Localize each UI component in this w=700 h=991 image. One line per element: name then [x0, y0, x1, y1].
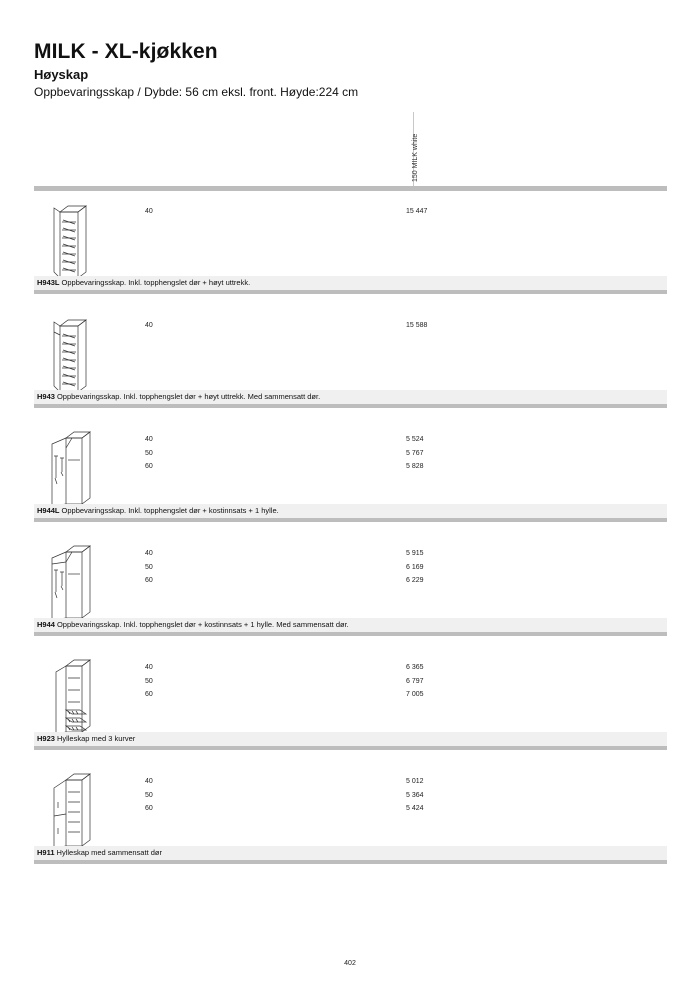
product-description: Hylleskap med sammensatt dør [56, 848, 162, 857]
header-separator-bar [34, 186, 667, 191]
product-section [34, 420, 667, 534]
product-section [34, 534, 667, 648]
price-row [34, 208, 667, 222]
price-row [34, 577, 667, 591]
width-value: 50 [145, 677, 153, 685]
section-separator [34, 404, 667, 408]
width-value: 40 [145, 664, 153, 671]
width-value: 50 [145, 449, 153, 457]
section-separator [34, 632, 667, 636]
product-code: H943 [37, 392, 55, 401]
price-value: 6 169 [406, 563, 424, 571]
price-row [34, 450, 667, 464]
product-description: Hylleskap med 3 kurver [56, 734, 136, 743]
width-value: 50 [145, 791, 153, 799]
price-row [34, 778, 667, 792]
price-list [34, 778, 667, 819]
page-title: MILK - XL-kjøkken [34, 40, 218, 63]
price-row [34, 463, 667, 477]
price-row [34, 691, 667, 705]
width-value: 50 [145, 563, 153, 571]
price-row [34, 436, 667, 450]
product-caption [34, 846, 667, 860]
price-list [34, 436, 667, 477]
width-value: 40 [145, 208, 153, 215]
price-row [34, 678, 667, 692]
price-value: 6 365 [406, 664, 424, 671]
price-value: 6 797 [406, 677, 424, 685]
width-value: 40 [145, 550, 153, 557]
price-value: 5 828 [406, 463, 424, 470]
width-value: 60 [145, 805, 153, 812]
product-description: Oppbevaringsskap. Inkl. topphengslet dør + høyt uttrekk. Med sammensatt dør. [56, 392, 321, 401]
price-value: 5 524 [406, 436, 424, 443]
product-description: Oppbevaringsskap. Inkl. topphengslet dør + kostinnsats + 1 hylle. [61, 506, 279, 515]
price-value: 5 012 [406, 778, 424, 785]
price-row [34, 550, 667, 564]
section-separator [34, 290, 667, 294]
product-caption [34, 276, 667, 290]
page-subtitle: Høyskap [34, 67, 89, 82]
price-value: 15 447 [406, 208, 428, 215]
price-column-header: 150 MILK white [412, 133, 419, 182]
product-code: H923 [37, 734, 55, 743]
price-list [34, 208, 667, 222]
price-value: 7 005 [406, 691, 424, 698]
price-value: 5 767 [406, 449, 424, 457]
width-value: 40 [145, 436, 153, 443]
width-value: 60 [145, 463, 153, 470]
product-description: Oppbevaringsskap. Inkl. topphengslet dør + kostinnsats + 1 hylle. Med sammensatt dør. [56, 620, 349, 629]
product-section [34, 306, 667, 420]
price-row [34, 664, 667, 678]
section-separator [34, 518, 667, 522]
section-separator [34, 860, 667, 864]
price-row [34, 792, 667, 806]
price-list [34, 550, 667, 591]
page-number: 402 [344, 960, 356, 967]
price-row [34, 564, 667, 578]
product-section [34, 192, 667, 306]
price-list [34, 664, 667, 705]
page-description: Oppbevaringsskap / Dybde: 56 cm eksl. front. Høyde:224 cm [34, 85, 359, 99]
price-value: 6 229 [406, 577, 424, 584]
product-section [34, 648, 667, 762]
price-row [34, 805, 667, 819]
product-code: H944 [37, 620, 55, 629]
section-separator [34, 746, 667, 750]
product-description: Oppbevaringsskap. Inkl. topphengslet dør + høyt uttrekk. [61, 278, 251, 287]
width-value: 40 [145, 322, 153, 329]
price-value: 5 915 [406, 550, 424, 557]
price-value: 5 424 [406, 805, 424, 812]
width-value: 60 [145, 691, 153, 698]
width-value: 40 [145, 778, 153, 785]
width-value: 60 [145, 577, 153, 584]
product-code: H943L [37, 278, 60, 287]
price-row [34, 322, 667, 336]
product-code: H911 [37, 848, 55, 857]
product-caption [34, 390, 667, 404]
price-value: 5 364 [406, 791, 424, 799]
product-caption [34, 732, 667, 746]
product-section [34, 762, 667, 876]
product-caption [34, 504, 667, 518]
price-value: 15 588 [406, 322, 428, 329]
product-code: H944L [37, 506, 60, 515]
product-caption [34, 618, 667, 632]
price-list [34, 322, 667, 336]
